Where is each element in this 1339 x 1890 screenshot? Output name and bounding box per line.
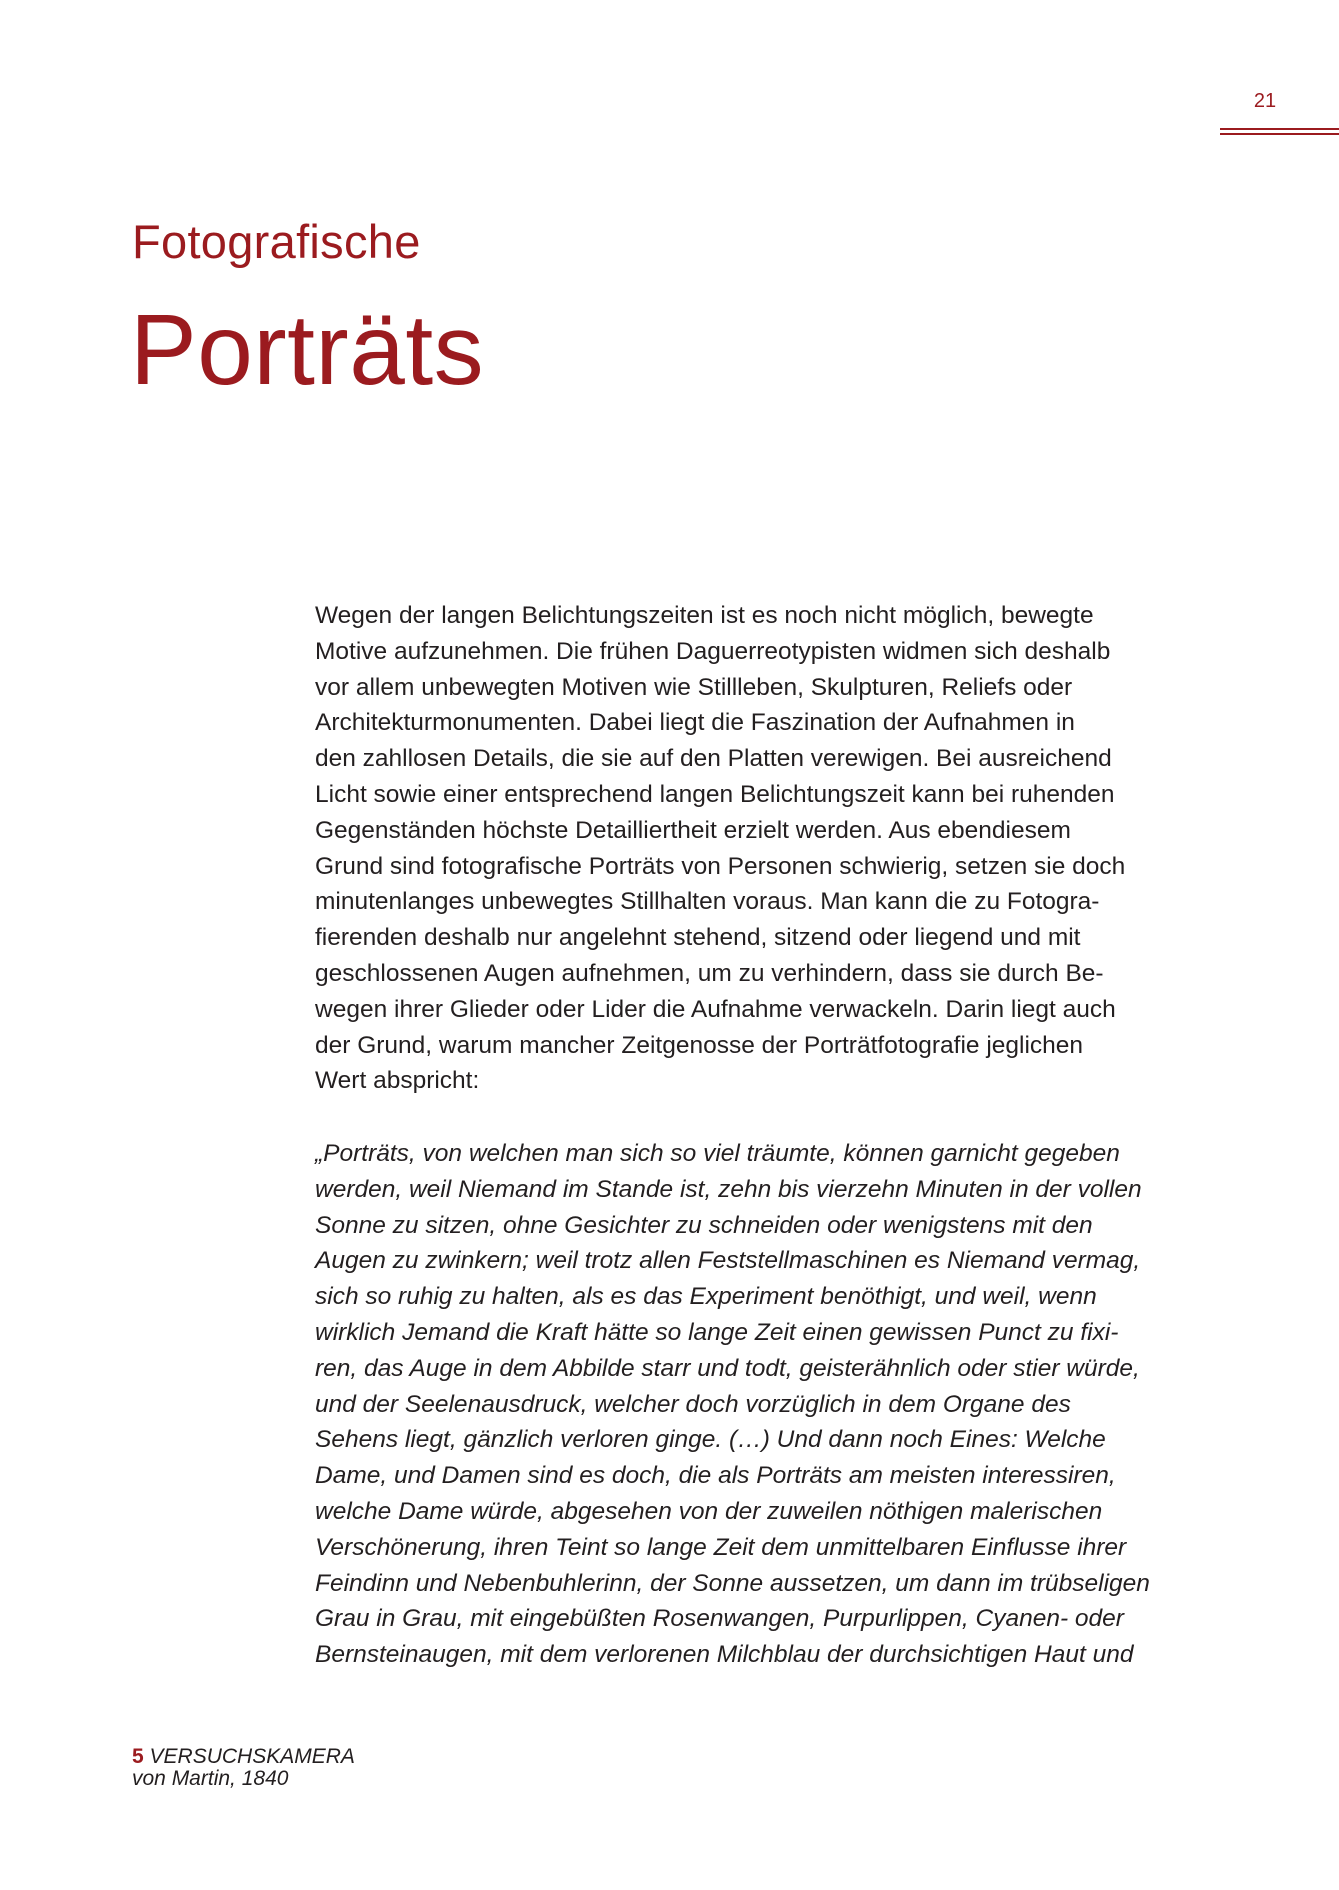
quote-line: Augen zu zwinkern; weil trotz allen Feststellmaschinen es Niemand vermag,: [315, 1247, 1141, 1275]
body-line: Grund sind fotografische Porträts von Personen schwierig, setzen sie doch: [315, 852, 1126, 880]
quote-line: und der Seelenausdruck, welcher doch vorzüglich in dem Organe des: [315, 1390, 1071, 1418]
body-line: Architekturmonumenten. Dabei liegt die Faszination der Aufnahmen in: [315, 709, 1075, 737]
quote-line: „Porträts, von welchen man sich so viel träumte, können garnicht gegeben: [315, 1140, 1120, 1167]
caption-title: VERSUCHSKAMERA: [149, 1745, 355, 1768]
header-rule-bottom: [1220, 133, 1339, 135]
caption-subtitle: von Martin, 1840: [132, 1767, 289, 1790]
body-line: fierenden deshalb nur angelehnt stehend, sitzend oder liegend und mit: [315, 924, 1081, 952]
body-line: den zahllosen Details, die sie auf den Platten verewigen. Bei ausreichend: [315, 745, 1112, 773]
quote-line: Feindinn und Nebenbuhlerinn, der Sonne aussetzen, um dann im trübseligen: [315, 1569, 1150, 1597]
quote-line: wirklich Jemand die Kraft hätte so lange Zeit einen gewissen Punct zu fixi-: [315, 1318, 1119, 1346]
page-number: 21: [1253, 90, 1277, 112]
body-line: Wegen der langen Belichtungszeiten ist es noch nicht möglich, bewegte: [315, 602, 1094, 629]
body-line: Licht sowie einer entsprechend langen Belichtungszeit kann bei ruhenden: [315, 780, 1115, 808]
chapter-subtitle: Fotografische: [132, 215, 421, 268]
caption-number: 5: [132, 1745, 144, 1768]
quote-line: Grau in Grau, mit eingebüßten Rosenwangen, Purpurlippen, Cyanen- oder: [315, 1605, 1124, 1633]
body-line: wegen ihrer Glieder oder Lider die Aufnahme verwackeln. Darin liegt auch: [315, 995, 1116, 1023]
quote-line: Dame, und Damen sind es doch, die als Porträts am meisten interessiren,: [315, 1462, 1116, 1490]
quote-line: Sehens liegt, gänzlich verloren ginge. (…) Und dann noch Eines: Welche: [315, 1426, 1106, 1454]
chapter-title: Porträts: [130, 294, 485, 406]
body-line: der Grund, warum mancher Zeitgenosse der Porträtfotografie jeglichen: [315, 1031, 1084, 1059]
body-line: Motive aufzunehmen. Die frühen Daguerreotypisten widmen sich deshalb: [315, 637, 1111, 665]
quote-line: werden, weil Niemand im Stande ist, zehn bis vierzehn Minuten in der vollen: [315, 1175, 1142, 1203]
body-line: vor allem unbewegten Motiven wie Stillleben, Skulpturen, Reliefs oder: [315, 673, 1073, 701]
quote-line: Sonne zu sitzen, ohne Gesichter zu schneiden oder wenigstens mit den: [315, 1211, 1093, 1239]
quote-line: ren, das Auge in dem Abbilde starr und todt, geisterähnlich oder stier würde,: [315, 1354, 1140, 1382]
quote-line: Bernsteinaugen, mit dem verlorenen Milchblau der durchsichtigen Haut und: [315, 1641, 1134, 1669]
body-line: minutenlanges unbewegtes Stillhalten voraus. Man kann die zu Fotogra-: [315, 888, 1100, 916]
body-line: Wert abspricht:: [315, 1067, 480, 1095]
body-line: Gegenständen höchste Detailliertheit erzielt werden. Aus ebendiesem: [315, 816, 1071, 844]
quote-line: sich so ruhig zu halten, als es das Experiment benöthigt, und weil, wenn: [315, 1283, 1097, 1311]
header-rule-top: [1220, 128, 1339, 130]
figure-caption: [132, 1746, 355, 1790]
body-paragraph: [315, 598, 1215, 1099]
body-line: geschlossenen Augen aufnehmen, um zu verhindern, dass sie durch Be-: [315, 959, 1104, 987]
quote-line: Verschönerung, ihren Teint so lange Zeit dem unmittelbaren Einflusse ihrer: [315, 1533, 1127, 1561]
historical-quote: [315, 1136, 1215, 1673]
quote-line: welche Dame würde, abgesehen von der zuweilen nöthigen malerischen: [315, 1497, 1103, 1525]
